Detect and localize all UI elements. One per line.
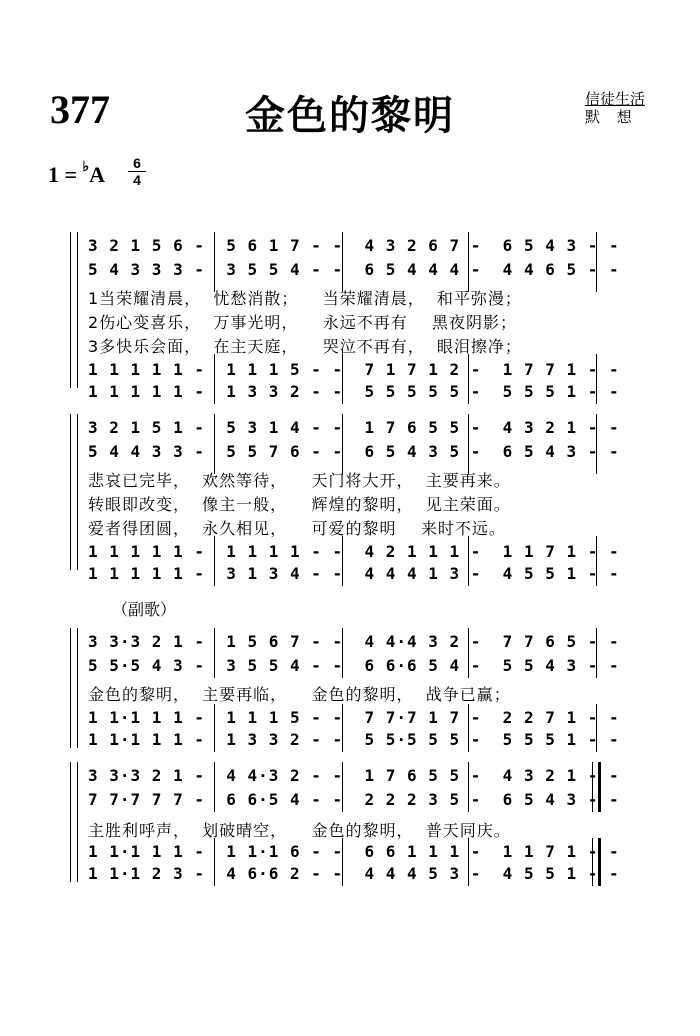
final-bar-line <box>592 838 601 886</box>
bar-line <box>596 232 597 292</box>
bar-line <box>214 838 215 886</box>
tenor-notes: 1 1·1 1 1 - 1 1·1 6 - - 6 6 1 1 1 - 1 1 7 1 - - <box>88 842 620 861</box>
alto-notes: 5 4 4 3 3 - 5 5 7 6 - - 6 5 4 3 5 - 6 5 4 3 - - <box>88 442 620 461</box>
bar-line <box>214 354 215 404</box>
lyric-chorus: 主胜利呼声， 划破晴空， 金色的黎明， 普天同庆。 <box>88 821 511 840</box>
lyric-verse-1: 1当荣耀清晨， 忧愁消散； 当荣耀清晨， 和平弥漫； <box>88 289 522 308</box>
alto-notes: 5 5·5 4 3 - 3 5 5 4 - - 6 6·6 5 4 - 5 5 4 3 - - <box>88 656 620 675</box>
bar-line <box>342 354 343 404</box>
system-bracket <box>70 762 78 882</box>
bar-line <box>596 354 597 404</box>
key-note: A <box>89 162 106 187</box>
bar-line <box>342 704 343 752</box>
bass-notes: 1 1 1 1 1 - 3 1 3 4 - - 4 4 4 1 3 - 4 5 5 1 - - <box>88 564 620 583</box>
time-signature-bottom: 4 <box>133 172 141 188</box>
score-system-2 <box>70 414 620 583</box>
lyric-verse-3: 爱者得团圆， 永久相见， 可爱的黎明 来时不远。 <box>88 519 506 538</box>
key-signature <box>48 162 105 188</box>
credit-author: 默 想 <box>585 108 638 126</box>
time-signature-top: 6 <box>133 155 141 171</box>
bar-line <box>342 414 343 474</box>
bar-line <box>468 232 469 292</box>
final-bar-line <box>592 762 601 812</box>
soprano-notes: 3 2 1 5 1 - 5 3 1 4 - - 1 7 6 5 5 - 4 3 2 1 - - <box>88 418 620 437</box>
lyric-verse-2: 2伤心变喜乐， 万事光明， 永远不再有 黑夜阴影； <box>88 313 518 332</box>
bar-line <box>468 762 469 812</box>
bass-notes: 1 1·1 1 1 - 1 3 3 2 - - 5 5·5 5 5 - 5 5 5 1 - - <box>88 730 620 749</box>
score-system-4 <box>70 762 620 883</box>
bar-line <box>342 762 343 812</box>
bass-notes: 1 1·1 2 3 - 4 6·6 2 - - 4 4 4 5 3 - 4 5 5 1 - - <box>88 864 620 883</box>
bar-line <box>596 414 597 474</box>
system-bracket <box>70 414 78 570</box>
bar-line <box>596 704 597 752</box>
hymn-number: 377 <box>50 87 110 132</box>
bar-line <box>468 354 469 404</box>
time-signature <box>128 156 146 187</box>
credit-source: 信徒生活 <box>585 90 646 108</box>
bar-line <box>342 628 343 678</box>
bar-line <box>468 704 469 752</box>
alto-notes: 7 7·7 7 7 - 6 6·5 4 - - 2 2 2 3 5 - 6 5 4 3 - - <box>88 790 620 809</box>
system-bracket <box>70 232 78 388</box>
bar-line <box>214 232 215 292</box>
bar-line <box>342 838 343 886</box>
bar-line <box>596 628 597 678</box>
bar-line <box>214 762 215 812</box>
bar-line <box>342 536 343 586</box>
tenor-notes: 1 1 1 1 1 - 1 1 1 5 - - 7 1 7 1 2 - 1 7 7 1 - - <box>88 360 620 379</box>
bass-notes: 1 1 1 1 1 - 1 3 3 2 - - 5 5 5 5 5 - 5 5 5 1 - - <box>88 382 620 401</box>
lyric-verse-1: 悲哀已完毕， 欢然等待， 天门将大开， 主要再来。 <box>88 471 511 490</box>
bar-line <box>468 536 469 586</box>
soprano-notes: 3 2 1 5 6 - 5 6 1 7 - - 4 3 2 6 7 - 6 5 4 3 - - <box>88 236 620 255</box>
lyric-verse-3: 3多快乐会面， 在主天庭， 哭泣不再有， 眼泪擦净； <box>88 337 522 356</box>
tenor-notes: 1 1·1 1 1 - 1 1 1 5 - - 7 7·7 1 7 - 2 2 7 1 - - <box>88 708 620 727</box>
bar-line <box>468 414 469 474</box>
bar-line <box>214 704 215 752</box>
bar-line <box>214 414 215 474</box>
bar-line <box>468 628 469 678</box>
soprano-notes: 3 3·3 2 1 - 4 4·3 2 - - 1 7 6 5 5 - 4 3 2 1 - - <box>88 766 620 785</box>
system-bracket <box>70 628 78 748</box>
hymn-title: 金色的黎明 <box>245 93 455 139</box>
flat-sign: ♭ <box>82 160 90 175</box>
tenor-notes: 1 1 1 1 1 - 1 1 1 1 - - 4 2 1 1 1 - 1 1 7 1 - - <box>88 542 620 561</box>
lyric-chorus: 金色的黎明， 主要再临， 金色的黎明， 战争已赢； <box>88 685 511 704</box>
score-system-3 <box>70 628 620 749</box>
alto-notes: 5 4 3 3 3 - 3 5 5 4 - - 6 5 4 4 4 - 4 4 6 5 - - <box>88 260 620 279</box>
soprano-notes: 3 3·3 2 1 - 1 5 6 7 - - 4 4·4 3 2 - 7 7 6 5 - - <box>88 632 620 651</box>
bar-line <box>214 536 215 586</box>
bar-line <box>596 536 597 586</box>
key-prefix: 1 = <box>48 162 83 187</box>
lyric-verse-2: 转眼即改变， 像主一般， 辉煌的黎明， 见主荣面。 <box>88 495 511 514</box>
bar-line <box>214 628 215 678</box>
bar-line <box>468 838 469 886</box>
chorus-label: （副歌） <box>112 600 177 619</box>
bar-line <box>342 232 343 292</box>
score-system-1 <box>70 232 620 401</box>
